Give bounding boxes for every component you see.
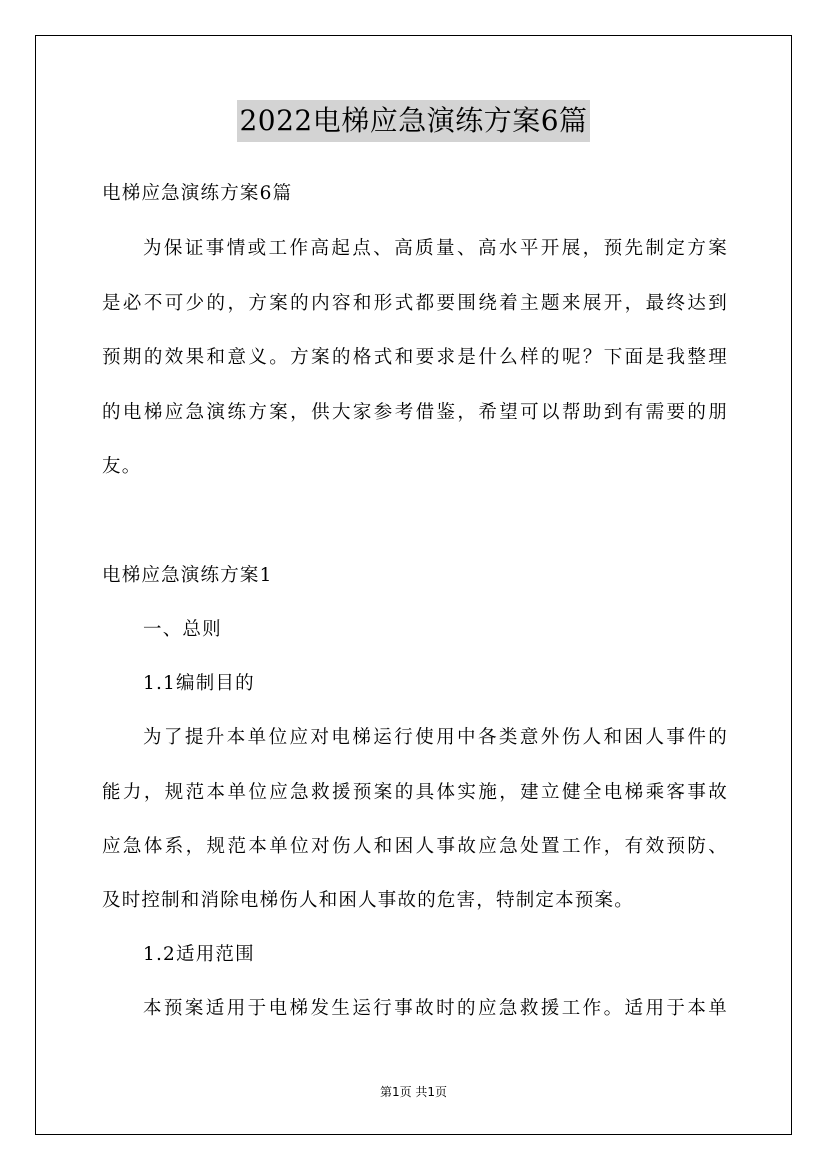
- title-container: [0, 100, 827, 142]
- intro-line-2: 是必不可少的，方案的内容和形式都要围绕着主题来展开，最终达到: [102, 293, 728, 314]
- section-heading: 电梯应急演练方案1: [102, 565, 273, 586]
- intro-line-1: 为保证事情或工作高起点、高质量、高水平开展，预先制定方案: [143, 238, 728, 259]
- intro-line-3: 预期的效果和意义。方案的格式和要求是什么样的呢？下面是我整理: [102, 347, 728, 368]
- clause-1-1-line-2: 能力，规范本单位应急救援预案的具体实施，建立健全电梯乘客事故: [102, 782, 728, 803]
- document-subtitle: 电梯应急演练方案6篇: [102, 183, 293, 204]
- chapter-heading: 一、总则: [143, 619, 222, 640]
- clause-1-1-line-3: 应急体系，规范本单位对伤人和困人事故应急处置工作，有效预防、: [102, 836, 728, 857]
- clause-1-1-line-4: 及时控制和消除电梯伤人和困人事故的危害，特制定本预案。: [102, 890, 634, 911]
- clause-1-2-line-1: 本预案适用于电梯发生运行事故时的应急救援工作。适用于本单: [143, 998, 728, 1019]
- clause-1-1-line-1: 为了提升本单位应对电梯运行使用中各类意外伤人和困人事件的: [143, 727, 728, 748]
- page-footer: 第1页 共1页: [379, 1085, 448, 1099]
- clause-heading-1-2: 1.2适用范围: [143, 944, 255, 965]
- intro-line-4: 的电梯应急演练方案，供大家参考借鉴，希望可以帮助到有需要的朋: [102, 402, 728, 423]
- document-title: 2022电梯应急演练方案6篇: [237, 100, 589, 142]
- clause-heading-1-1: 1.1编制目的: [143, 673, 255, 694]
- intro-line-5: 友。: [102, 456, 142, 477]
